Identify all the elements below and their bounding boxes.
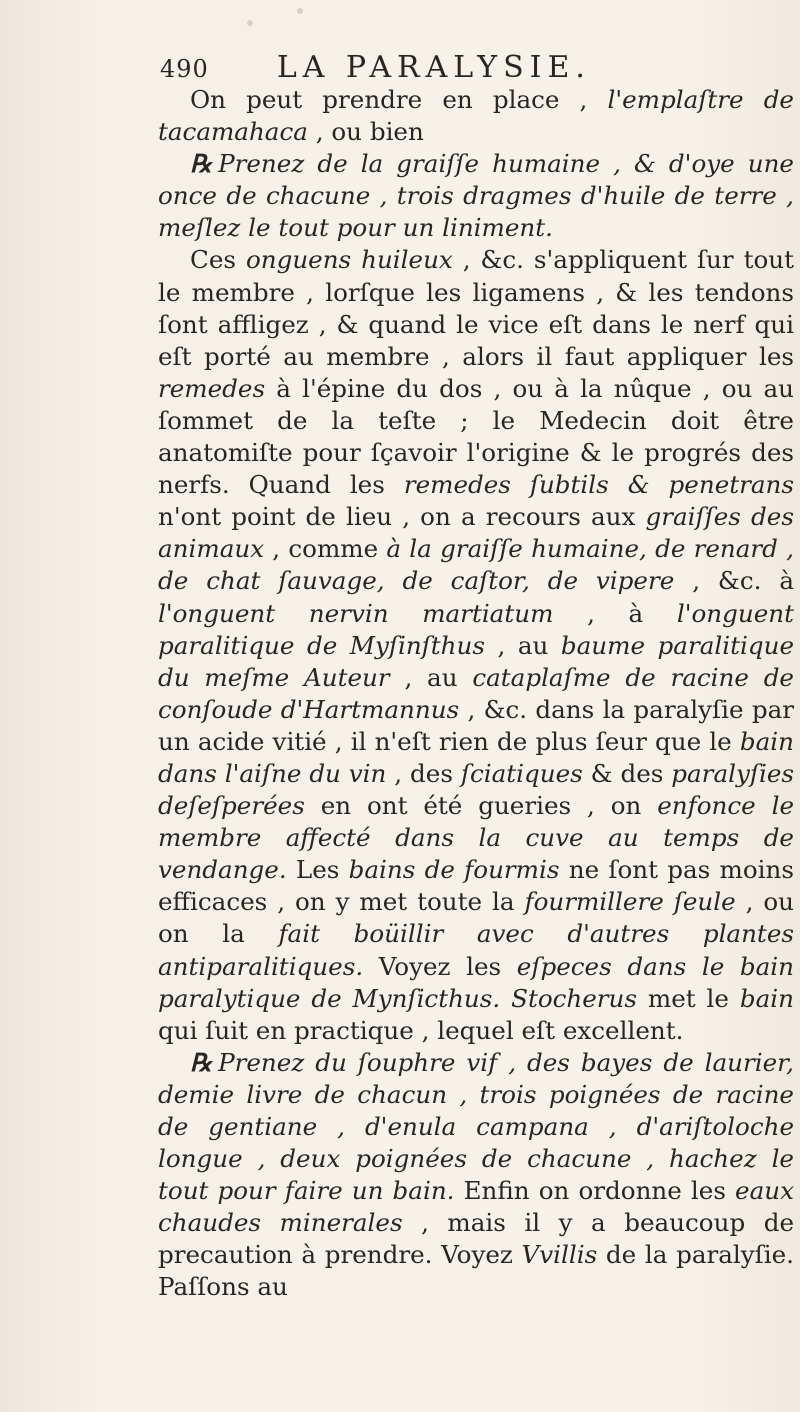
text-run: , &c. à (674, 566, 794, 596)
text-run: , au (484, 630, 561, 660)
text-run: , comme (264, 534, 387, 564)
text-run: & des (582, 758, 672, 788)
italic-run: fait boüillir avec d'autres plantes antiparalitiques. (158, 919, 794, 981)
italic-run: enfonce le membre affecté dans la cuve au temps de vendange. (158, 791, 794, 885)
italic-run: Prenez du ſouphre vif , des bayes de laurier, demie livre de chacun , trois poignées de racine de gentiane , d'enula campana , d'ariſtoloche longue , deux poignées de chacune , hachez le tout pour faire un bain. (158, 1047, 794, 1206)
italic-run: onguens huileux (245, 245, 453, 275)
italic-run: bain (739, 983, 794, 1013)
italic-run: eaux chaudes minerales (158, 1176, 794, 1238)
text-run: On peut prendre en place , (190, 85, 608, 114)
italic-run: ſciatiques (460, 758, 583, 788)
italic-run: remedes (158, 373, 266, 403)
text-run: n'ont point de lieu , on a recours aux (158, 502, 646, 532)
page-header (160, 48, 760, 88)
italic-run: l'emplaſtre de tacamahaca (158, 85, 794, 147)
ink-spot (247, 20, 253, 26)
paragraph-2 (158, 244, 794, 1046)
running-title: LA PARALYSIE. (276, 50, 591, 85)
text-run: en ont été gueries , on (304, 791, 658, 821)
italic-run: baume paralitique du meſme Auteur (158, 630, 795, 692)
text-run: , ou on la (158, 887, 794, 949)
body-text (158, 84, 794, 1304)
ink-spot (297, 8, 303, 14)
text-run: Ces (190, 245, 246, 275)
italic-run: Prenez de la graiſſe humaine , & d'oye une once de chacune , trois dragmes d'huile de terre , meſlez le tout pour un liniment. (158, 149, 794, 243)
text-run: , &c. s'appliquent ſur tout le membre , lorſque les ligamens , & les tendons ſont affligez , & quand le vice eſt dans le nerf qui eſt porté au membre , alors il faut appliquer les (158, 245, 794, 371)
italic-run: remedes ſubtils & penetrans (403, 470, 795, 500)
text-run: Voyez les (363, 951, 517, 981)
italic-run: paralyſies deſeſperées (158, 758, 795, 821)
recipe-2 (158, 1047, 794, 1304)
text-run: , mais il y a beaucoup de precaution à prendre. Voyez (158, 1208, 794, 1270)
page-number: 490 (160, 55, 209, 83)
text-run: de la paralyſie. Paſſons au (158, 1240, 794, 1302)
italic-run: fourmillere ſeule (524, 887, 736, 917)
italic-run: cataplaſme de racine de conſoude d'Hartmannus (158, 662, 794, 724)
italic-run: l'onguent nervin martiatum (158, 598, 554, 628)
italic-run: eſpeces dans le bain paralytique de Mynſicthus. Stocherus (158, 951, 794, 1013)
italic-run: bain dans l'aiſne du vin (158, 726, 794, 788)
italic-run: Vvillis (521, 1240, 598, 1270)
text-run: , au (389, 662, 473, 692)
paragraph-1 (158, 84, 794, 148)
text-run: , ou bien (307, 117, 424, 147)
text-run: ne ſont pas moins efficaces , on y met toute la (158, 855, 794, 917)
recipe-symbol-icon: ℞ (190, 1047, 213, 1077)
italic-run: à la graiſſe humaine, de renard , de chat ſauvage, de caſtor, de vipere (158, 534, 794, 596)
italic-run: l'onguent paralitique de Myſinſthus (158, 598, 795, 660)
text-run: qui ſuit en practique , lequel eſt excellent. (158, 1015, 684, 1045)
italic-run: bains de fourmis (348, 855, 560, 885)
recipe-1 (158, 148, 794, 244)
text-run: met le (637, 983, 740, 1013)
italic-run: graiſſes des animaux (158, 502, 794, 564)
text-run: , des (386, 758, 461, 788)
recipe-symbol-icon: ℞ (190, 149, 213, 179)
text-run: Enfin on ordonne les (454, 1176, 736, 1206)
text-run: Les (286, 855, 349, 885)
text-run: , à (553, 598, 677, 628)
text-run: , &c. dans la paralyſie par un acide vitié , il n'eſt rien de plus ſeur que le (158, 694, 794, 756)
text-run: à l'épine du dos , ou à la nûque , ou au ſommet de la teſte ; le Medecin doit être anatomiſte pour ſçavoir l'origine & le progrés des nerfs. Quand les (158, 373, 794, 500)
